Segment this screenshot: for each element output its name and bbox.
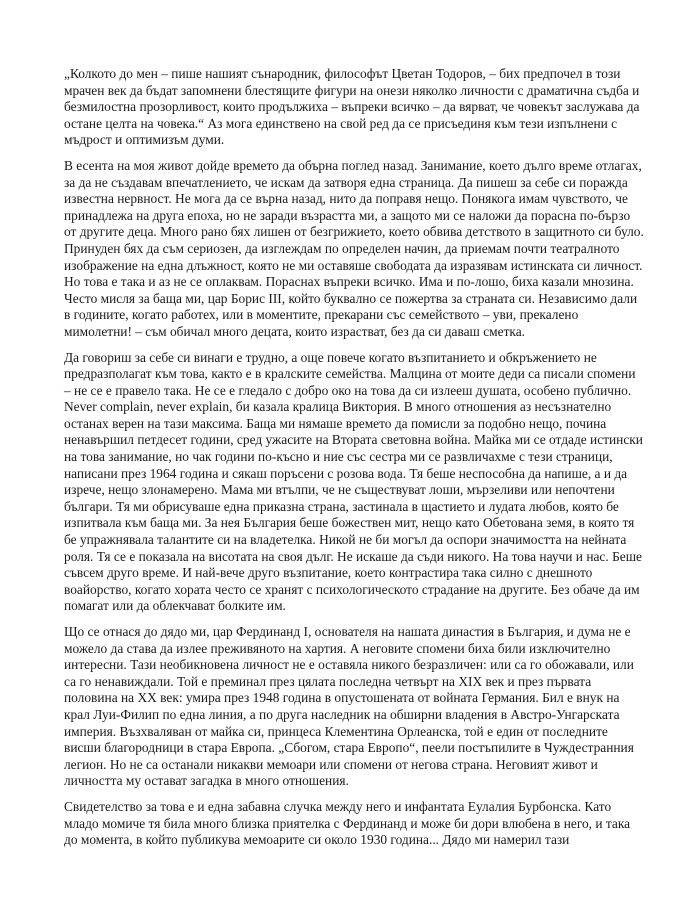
paragraph-infanta-eulalia: Свидетелство за това е и една забавна случка между него и инфантата Еулалия Бурбонска. Като младо момиче тя била много близка приятелка с Фердинанд и може би дори влюбена в него, и така до момента, в който публикува мемоарите си около 1930 година... Дядо ми намерил тази <box>64 798 631 848</box>
document-page <box>64 66 644 849</box>
paragraph-intro-quote: „Колкото до мен – пише нашият сънародник, философът Цветан Тодоров, – бих предпочел в този мрачен век да бъдат запомнени блестящите фигури на онези няколко личности с драматична съдба и безмилостна прозорливост, които продължиха – въпреки всичко – да вярват, че човекът заслужава да остане целта на човека.“ Аз мога единствено на свой ред да се присъединя към тези изпълнени с мъдрост и оптимизъм думи. <box>64 66 640 148</box>
paragraph-writing-about-oneself: Да говориш за себе си винаги е трудно, а още повече когато възпитанието и обкръжението не предразполагат към това, както е в кралските семейства. Малцина от моите деди са писали спомени – не се е правело така. Не се е гледало с добро око на това да си излееш душата, особено публично. Never complain, never explain, би казала кралица Виктория. В много отношения аз несъзнателно останах верен на тази максима. Баща ми нямаше времето да помисли за подобно нещо, почина ненавършил петдесет години, сред ужасите на Втората световна война. Майка ми се отдаде истински на това занимание, но чак години по-късно и ние със сестра ми се развличахме с тези страници, написани през 1964 година и сякаш поръсени с розова вода. Тя беше неспособна да напише, а и да изрече, нещо злонамерено. Мама ми втълпи, че не съществуват лоши, мързеливи или непочтени българи. Тя ми обрисуваше една приказна страна, застинала в щастието и лудата любов, която бе изпитвала към баща ми. За нея България беше божествен мит, нещо като Обетована земя, в която тя бе упражнявала талантите си на владетелка. Никой не би могъл да оспори значимостта на нейната роля. Тя се е показала на висотата на своя дълг. Не искаше да съди никого. На това научи и нас. Беше съвсем друго време. И най-вече друго възпитание, което контрастира така силно с днешното воайорство, когато хората често се хранят с психологическото страдание на другите. Без обаче да им помагат или да облекчават болките им. <box>64 349 643 614</box>
paragraph-tsar-ferdinand: Що се отнася до дядо ми, цар Фердинанд I, основателя на нашата династия в България, и дума не е можело да става да излее преживяното на хартия. А неговите спомени биха били изключително интересни. Тази необикновена личност не е оставяла никого безразличен: или са го обожавали, или са го ненавиждали. Той е преминал през цялата последна четвърт на XIX век и през първата половина на XX век: умира през 1948 година в опустошената от войната Германия. Бил е внук на крал Луи-Филип по една линия, а по друга наследник на обширни владения в Австро-Унгарската империя. Възхваляван от майка си, принцеса Клементина Орлеанска, той е един от последните висши благородници в стара Европа. „Сбогом, стара Европо“, пеели постъпилите в Чуждестранния легион. Но не са останали никакви мемоари или спомени от негова страна. Неговият живот и личността му остават загадка в много отношения. <box>64 624 634 789</box>
paragraph-autumn-of-life: В есента на моя живот дойде времето да обърна поглед назад. Занимание, което дълго време отлагах, за да не създавам впечатлението, че искам да затворя една страница. Да пишеш за себе си поражда известна нервност. Не мога да се върна назад, нито да поправя нещо. Понякога имам чувството, че принадлежа на друга епоха, но не заради възрастта ми, а защото ми се наложи да порасна по-бързо от другите деца. Много рано бях лишен от безгрижието, което обвива детството в защитното си було. Принуден бях да съм сериозен, да изглеждам по определен начин, да приемам почти театралното изображение на една длъжност, която не ми оставяше свободата да изразявам истинската си личност. Но това е така и аз не се оплаквам. Пораснах въпреки всичко. Има и по-лошо, биха казали мнозина. Често мисля за баща ми, цар Борис III, който буквално се пожертва за страната си. Независимо дали в годините, когато работех, или в моментите, прекарани със семейството – уви, прекалено мимолетни! – съм обичал много децата, които израстват, без да си даваш сметка. <box>64 157 644 339</box>
